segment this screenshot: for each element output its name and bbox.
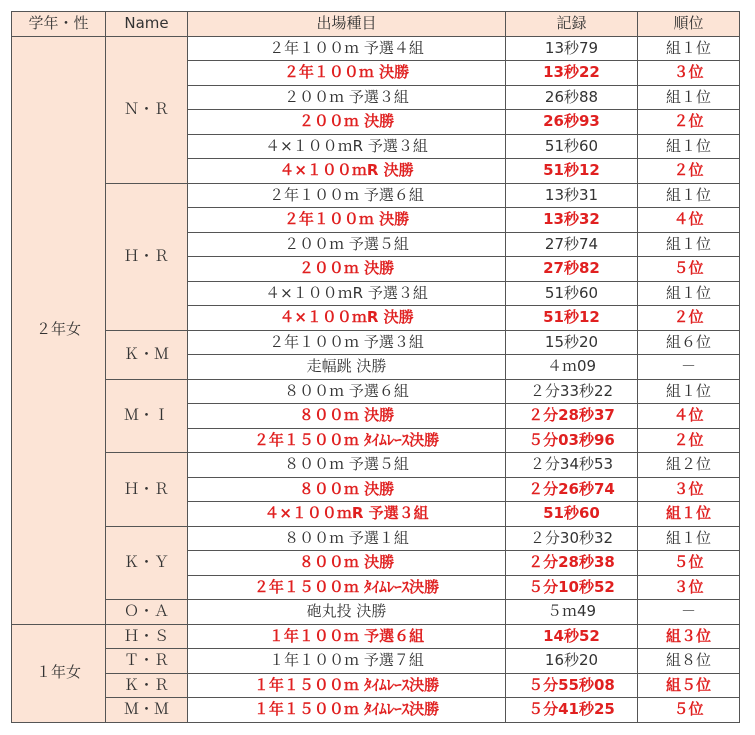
header-row	[12, 12, 740, 37]
rank-cell: ３位	[638, 477, 740, 502]
rank-cell: ２位	[638, 110, 740, 135]
event-cell: ８００ｍ 予選１組	[188, 526, 506, 551]
rank-cell: 組１位	[638, 502, 740, 527]
record-cell: 26秒88	[506, 85, 638, 110]
event-cell: １年１００ｍ 予選６組	[188, 624, 506, 649]
event-cell: １年１５００ｍ ﾀｲﾑﾚｰｽ決勝	[188, 673, 506, 698]
rank-cell: ２位	[638, 159, 740, 184]
table-row	[12, 330, 740, 355]
rank-cell: ２位	[638, 428, 740, 453]
record-cell: 26秒93	[506, 110, 638, 135]
event-cell: ２００ｍ 予選５組	[188, 232, 506, 257]
rank-cell: ３位	[638, 61, 740, 86]
event-cell: ２年１００ｍ 予選３組	[188, 330, 506, 355]
table-row	[12, 698, 740, 723]
record-cell: 27秒74	[506, 232, 638, 257]
header-name: Name	[106, 12, 188, 37]
rank-cell: 組１位	[638, 379, 740, 404]
event-cell: １年１５００ｍ ﾀｲﾑﾚｰｽ決勝	[188, 698, 506, 723]
record-cell: 51秒60	[506, 281, 638, 306]
event-cell: ４×１００ｍR 予選３組	[188, 134, 506, 159]
table-row	[12, 624, 740, 649]
event-cell: ２００ｍ 決勝	[188, 110, 506, 135]
event-cell: １年１００ｍ 予選７組	[188, 649, 506, 674]
rank-cell: 組１位	[638, 281, 740, 306]
event-cell: ８００ｍ 決勝	[188, 404, 506, 429]
event-cell: ２年１５００ｍ ﾀｲﾑﾚｰｽ決勝	[188, 575, 506, 600]
record-cell: 13秒79	[506, 36, 638, 61]
record-cell: 51秒12	[506, 159, 638, 184]
event-cell: ２年１００ｍ 決勝	[188, 61, 506, 86]
athlete-name-cell: Ｋ・Ｙ	[106, 526, 188, 600]
record-cell: ２分28秒37	[506, 404, 638, 429]
rank-cell: ２位	[638, 306, 740, 331]
rank-cell: 組１位	[638, 183, 740, 208]
event-cell: 走幅跳 決勝	[188, 355, 506, 380]
table-row	[12, 649, 740, 674]
results-table	[11, 11, 740, 723]
event-cell: ２年１５００ｍ ﾀｲﾑﾚｰｽ決勝	[188, 428, 506, 453]
table-row	[12, 526, 740, 551]
record-cell: 51秒60	[506, 134, 638, 159]
rank-cell: 組５位	[638, 673, 740, 698]
athlete-name-cell: Ｋ・Ｒ	[106, 673, 188, 698]
athlete-name-cell: Ｎ・Ｒ	[106, 36, 188, 183]
record-cell: 16秒20	[506, 649, 638, 674]
rank-cell: 組２位	[638, 453, 740, 478]
record-cell: 15秒20	[506, 330, 638, 355]
record-cell: 13秒32	[506, 208, 638, 233]
record-cell: 13秒22	[506, 61, 638, 86]
record-cell: ５分41秒25	[506, 698, 638, 723]
event-cell: ２年１００ｍ 予選６組	[188, 183, 506, 208]
record-cell: ５分55秒08	[506, 673, 638, 698]
athlete-name-cell: Ｏ・Ａ	[106, 600, 188, 625]
event-cell: ４×１００ｍR 決勝	[188, 306, 506, 331]
record-cell: ５ｍ49	[506, 600, 638, 625]
rank-cell: 組６位	[638, 330, 740, 355]
rank-cell: －	[638, 600, 740, 625]
rank-cell: ４位	[638, 208, 740, 233]
rank-cell: 組１位	[638, 85, 740, 110]
table-row	[12, 379, 740, 404]
event-cell: ２年１００ｍ 予選４組	[188, 36, 506, 61]
rank-cell: 組１位	[638, 526, 740, 551]
athlete-name-cell: Ｋ・Ｍ	[106, 330, 188, 379]
header-grade: 学年・性	[12, 12, 106, 37]
event-cell: ８００ｍ 予選５組	[188, 453, 506, 478]
record-cell: ５分03秒96	[506, 428, 638, 453]
record-cell: 51秒60	[506, 502, 638, 527]
record-cell: ５分10秒52	[506, 575, 638, 600]
event-cell: ２００ｍ 決勝	[188, 257, 506, 282]
table-row	[12, 453, 740, 478]
record-cell: ２分26秒74	[506, 477, 638, 502]
event-cell: 砲丸投 決勝	[188, 600, 506, 625]
grade-cell: ２年女	[12, 36, 106, 624]
rank-cell: ５位	[638, 257, 740, 282]
athlete-name-cell: Ｈ・Ｒ	[106, 453, 188, 527]
event-cell: ４×１００ｍR 決勝	[188, 159, 506, 184]
header-record: 記録	[506, 12, 638, 37]
table-row	[12, 673, 740, 698]
rank-cell: 組１位	[638, 134, 740, 159]
event-cell: ８００ｍ 決勝	[188, 551, 506, 576]
rank-cell: ４位	[638, 404, 740, 429]
record-cell: ２分33秒22	[506, 379, 638, 404]
athlete-name-cell: Ｈ・Ｓ	[106, 624, 188, 649]
record-cell: 13秒31	[506, 183, 638, 208]
grade-cell: １年女	[12, 624, 106, 722]
header-event: 出場種目	[188, 12, 506, 37]
event-cell: ４×１００ｍR 予選３組	[188, 502, 506, 527]
record-cell: ２分30秒32	[506, 526, 638, 551]
record-cell: ２分34秒53	[506, 453, 638, 478]
athlete-name-cell: Ｍ・Ｍ	[106, 698, 188, 723]
rank-cell: 組３位	[638, 624, 740, 649]
record-cell: ２分28秒38	[506, 551, 638, 576]
record-cell: 27秒82	[506, 257, 638, 282]
rank-cell: 組１位	[638, 36, 740, 61]
rank-cell: －	[638, 355, 740, 380]
rank-cell: 組８位	[638, 649, 740, 674]
event-cell: ２年１００ｍ 決勝	[188, 208, 506, 233]
athlete-name-cell: Ｔ・Ｒ	[106, 649, 188, 674]
event-cell: ２００ｍ 予選３組	[188, 85, 506, 110]
results-table-container	[11, 11, 740, 723]
record-cell: 14秒52	[506, 624, 638, 649]
athlete-name-cell: Ｈ・Ｒ	[106, 183, 188, 330]
record-cell: ４ｍ09	[506, 355, 638, 380]
rank-cell: ３位	[638, 575, 740, 600]
event-cell: ８００ｍ 決勝	[188, 477, 506, 502]
header-rank: 順位	[638, 12, 740, 37]
athlete-name-cell: Ｍ・Ｉ	[106, 379, 188, 453]
event-cell: ８００ｍ 予選６組	[188, 379, 506, 404]
results-body	[12, 36, 740, 722]
table-row	[12, 600, 740, 625]
rank-cell: ５位	[638, 698, 740, 723]
rank-cell: ５位	[638, 551, 740, 576]
table-row	[12, 183, 740, 208]
table-row	[12, 36, 740, 61]
rank-cell: 組１位	[638, 232, 740, 257]
record-cell: 51秒12	[506, 306, 638, 331]
event-cell: ４×１００ｍR 予選３組	[188, 281, 506, 306]
